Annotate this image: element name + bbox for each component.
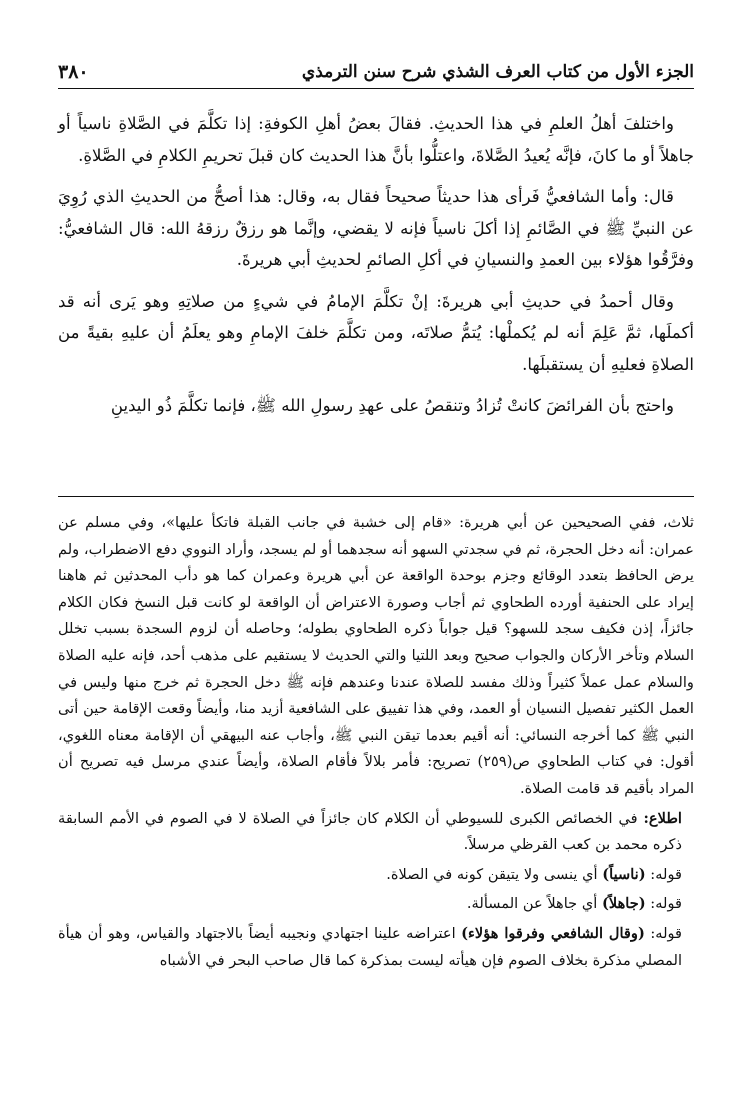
page-number: ٣٨٠ [58, 61, 89, 83]
quoted-term: (ناسياً) [602, 865, 646, 883]
gloss-text: أي ينسى ولا يتيقن كونه في الصلاة. [386, 865, 598, 883]
footnote-notice [58, 806, 694, 859]
quoted-term: (وقال الشافعي وفرقوا هؤلاء) [461, 924, 645, 942]
notice-text: في الخصائص الكبرى للسيوطي أن الكلام كان جائزاً في الصلاة لا في الصوم في الأمم السابقة ذكره محمد بن كعب القرظي مرسلاً. [58, 809, 682, 854]
gloss-text: اعتراضه علينا اجتهادي ونجيبه أيضاً بالاجتهاد والقياس، وهو أن هيأة المصلي مذكرة بخلاف الصوم فإن هيأته ليست بمذكرة كما قال صاحب البحر في الأشباه [58, 924, 682, 969]
footnote-continuation: ثلاث، ففي الصحيحين عن أبي هريرة: «قام إلى خشبة في جانب القبلة فاتكأ عليها»، وفي مسلم عن عمران: أنه دخل الحجرة، ثم في سجدتي السهو أنه سجدهما أو لم يسجد، وأراد النووي دفع الاضطراب، ولم يرض الحافظ بتعدد الوقائع وجزم بوحدة الواقعة عن أبي هريرة وعمران كما هو دأب المحدثين ثم هاهنا إيراد على الحنفية أورده الطحاوي ثم أجاب وصورة الاعتراض أن الواقعة لو كانت قبل النسخ فكان الكلام جائزاً، إذن فكيف سجد للسهو؟ قيل جواباً ذكره الطحاوي بطوله؛ وحاصله أن لزوم السجدة بسبب تخلل السلام وتأخر الأركان والجواب صحيح وبعد اللتيا والتي الحديث لا يستقيم على مذهب أحد، فإنه عليه الصلاة والسلام عمل عملاً كثيراً وذلك مفسد للصلاة عندنا وعندهم فإنه ﷺ دخل الحجرة ثم خرج منها وليس في العمل الكثير تفصيل النسيان أو العمد، وفي هذا تفييق على الشافعية أزيد منا، وأيضاً وقعت الإقامة حين أتى النبي ﷺ كما أخرجه النسائي: أنه أقيم بعدما تيقن النبي ﷺ، وأجاب عنه البيهقي أن الإقامة معناه اللغوي، أقول: في كتاب الطحاوي ص(٢٥٩) تصريح: فأمر بلالاً فأقام الصلاة، وأيضاً عندي مرسل فيه تصريح أن المراد بأقيم قد قامت الصلاة. [58, 514, 694, 797]
qawluhu-lead: قوله: [650, 895, 682, 913]
main-text [58, 108, 694, 433]
gloss-text: أي جاهلاً عن المسألة. [466, 895, 598, 913]
main-paragraph-3: وقال أحمدُ في حديثِ أبي هريرةَ: إنْ تكلَّمَ الإمامُ في شيءٍ من صلاتِهِ وهو يَرى أنه قد أكملَها، ثمَّ عَلِمَ أنه لم يُكملْها: يُتمُّ صلاتَه، ومن تكلَّمَ خلفَ الإمامِ وهو يعلَمُ أن عليهِ بقيةً من الصلاةِ فعليهِ أن يستقبلَها. [58, 291, 694, 374]
footnote-nasiyan [58, 862, 694, 889]
running-title: الجزء الأول من كتاب العرف الشذي شرح سنن الترمذي [301, 62, 694, 82]
main-paragraph-2: قال: وأما الشافعيُّ فَرأى هذا حديثاً صحيحاً فقال به، وقال: هذا أصحُّ من الحديثِ الذي رُوِيَ عن النبيِّ ﷺ في الصَّائمِ إذا أكلَ ناسياً فإنه لا يقضي، وإنَّما هو رزقٌ رزقهُ الله: قال الشافعيُّ: وفرَّقُوا هؤلاء بين العمدِ والنسيانِ في أكلِ الصائمِ لحديثِ أبي هريرةَ. [58, 187, 694, 269]
footnote-jahilan [58, 891, 694, 918]
footnote-shafii [58, 921, 694, 974]
main-paragraph-1: واختلفَ أهلُ العلمِ في هذا الحديثِ. فقالَ بعضُ أهلِ الكوفةِ: إذا تكلَّمَ في الصَّلاةِ ناسياً أو جاهلاً أو ما كانَ، فإنَّه يُعيدُ الصَّلاةَ، واعتلُّوا بأنَّ هذا الحديث كان قبلَ تحريمِ الكلامِ في الصَّلاةِ. [58, 114, 694, 165]
quoted-term: (جاهلاً) [601, 895, 646, 913]
qawluhu-lead: قوله: [650, 865, 682, 883]
footnotes [58, 510, 694, 977]
notice-label: اطلاع: [643, 809, 682, 827]
main-paragraph-4: واحتج بأن الفرائضَ كانتْ تُزادُ وتنقصُ على عهدِ رسولِ الله ﷺ، فإنما تكلَّمَ ذُو اليدينِ [110, 396, 674, 415]
page-header [58, 52, 694, 89]
footnote-separator [58, 496, 694, 497]
qawluhu-lead: قوله: [650, 924, 683, 942]
